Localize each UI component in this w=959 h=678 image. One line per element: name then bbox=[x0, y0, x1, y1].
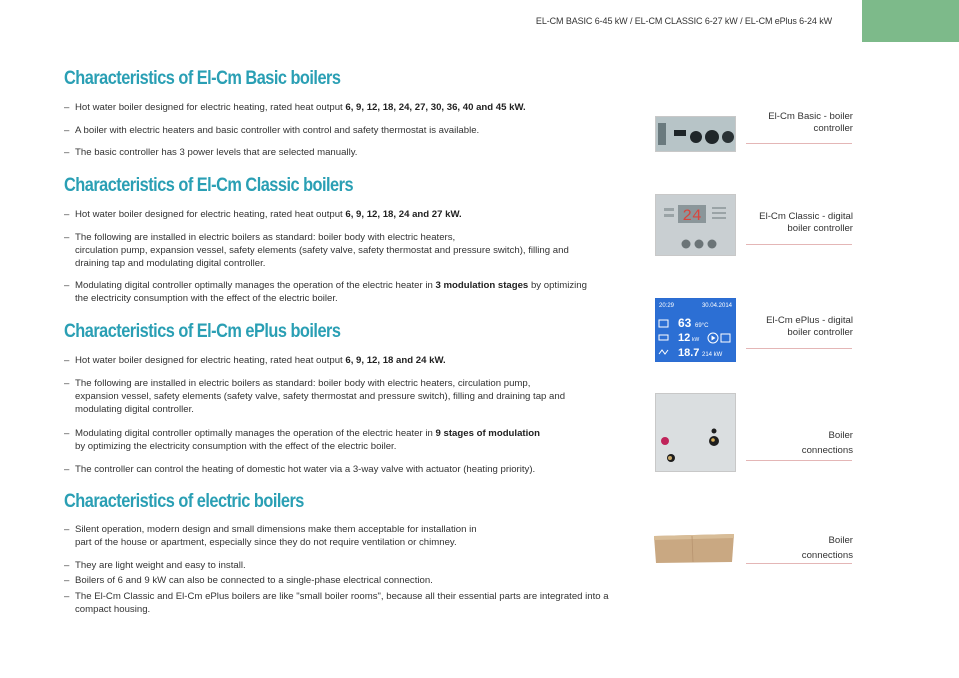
list-item: – They are light weight and easy to install. bbox=[64, 560, 246, 571]
classic-controller-icon bbox=[656, 195, 735, 255]
section-title-eplus: Characteristics of El-Cm ePlus boilers bbox=[64, 321, 341, 342]
list-item: – Modulating digital controller optimally manages the operation of the electric heater in 9 stages of modulation by optimizing the electricity consumption with the effect of the electric boiler. bbox=[64, 428, 540, 452]
side-caption-basic: El-Cm Basic - boiler controller bbox=[768, 111, 853, 134]
eplus-row3-unit: 214 kW bbox=[702, 352, 723, 358]
list-item: – Hot water boiler designed for electric heating, rated heat output 6, 9, 12, 18, 24, 27, 30, 36, 40 and 45 kW. bbox=[64, 102, 526, 113]
list-item: – The controller can control the heating of domestic hot water via a 3-way valve with actuator (heating priority). bbox=[64, 464, 536, 475]
eplus-row3-value: 18.7 bbox=[678, 347, 700, 359]
page-header-title: EL-CM BASIC 6-45 kW / EL-CM CLASSIC 6-27 kW / EL-CM ePlus 6-24 kW bbox=[535, 16, 832, 26]
list-item: – Modulating digital controller optimally manages the operation of the electric heater in 3 modulation stages by optimizing the electricity consumption with the effect of the electric boiler. bbox=[64, 280, 587, 304]
list-item: – Hot water boiler designed for electric heating, rated heat output 6, 9, 12, 18 and 24 kW. bbox=[64, 355, 446, 366]
section-title-classic: Characteristics of El-Cm Classic boilers bbox=[64, 175, 354, 196]
divider bbox=[746, 244, 852, 245]
eplus-row1-unit: 69°C bbox=[695, 323, 709, 329]
side-caption-connections-1: Boiler connections bbox=[801, 430, 853, 456]
eplus-row1-value: 63 bbox=[678, 316, 692, 330]
boiler-connections-icon bbox=[656, 394, 735, 471]
section-title-electric: Characteristics of electric boilers bbox=[64, 491, 304, 512]
eplus-time: 20:29 bbox=[659, 303, 675, 309]
eplus-row2-unit: kW bbox=[692, 337, 700, 343]
boiler-box-image bbox=[652, 532, 736, 564]
list-item: – The following are installed in electric boilers as standard: boiler body with electric heaters, circulation pump, expansion vessel, safety elements (safety valve, safety thermostat and pressure switch), filling and draining tap and modulating digital controller. bbox=[64, 378, 566, 415]
eplus-row2-value: 12 bbox=[678, 332, 691, 344]
eplus-date: 30.04.2014 bbox=[701, 303, 732, 309]
divider bbox=[746, 348, 852, 349]
side-caption-connections-2: Boiler connections bbox=[801, 535, 853, 561]
list-item: – The following are installed in electric boilers as standard: boiler body with electric heaters, circulation pump, expansion vessel, safety elements (safety valve, safety thermostat and pressure switch), filling and draining tap and modulating digital controller. bbox=[64, 232, 569, 269]
basic-controller-icon bbox=[656, 117, 735, 151]
basic-controller-image bbox=[655, 116, 736, 152]
side-caption-eplus: El-Cm ePlus - digital boiler controller bbox=[766, 315, 853, 338]
divider bbox=[746, 460, 852, 461]
list-item: – Boilers of 6 and 9 kW can also be connected to a single-phase electrical connection. bbox=[64, 575, 433, 586]
list-item: – The basic controller has 3 power levels that are selected manually. bbox=[64, 147, 358, 158]
divider bbox=[746, 563, 852, 564]
list-item: – Silent operation, modern design and small dimensions make them acceptable for installation in part of the house or apartment, especially since they do not require ventilation or chimney. bbox=[64, 524, 477, 548]
classic-controller-image bbox=[655, 194, 736, 256]
list-item: – Hot water boiler designed for electric heating, rated heat output 6, 9, 12, 18, 24 and 27 kW. bbox=[64, 209, 462, 220]
boiler-connections-image bbox=[655, 393, 736, 472]
eplus-controller-screen bbox=[655, 298, 736, 362]
corner-tab bbox=[862, 0, 959, 42]
boiler-box-icon bbox=[652, 532, 736, 564]
section-title-basic: Characteristics of El-Cm Basic boilers bbox=[64, 68, 341, 89]
side-caption-classic: El-Cm Classic - digital boiler controller bbox=[759, 211, 853, 234]
eplus-screen-icon bbox=[656, 299, 735, 361]
list-item: – A boiler with electric heaters and basic controller with control and safety thermostat is available. bbox=[64, 125, 480, 136]
divider bbox=[746, 143, 852, 144]
list-item: – The El-Cm Classic and El-Cm ePlus boilers are like "small boiler rooms", because all their essential parts are integrated into a compact housing. bbox=[64, 591, 609, 615]
classic-display-digits: 24 bbox=[682, 207, 702, 225]
